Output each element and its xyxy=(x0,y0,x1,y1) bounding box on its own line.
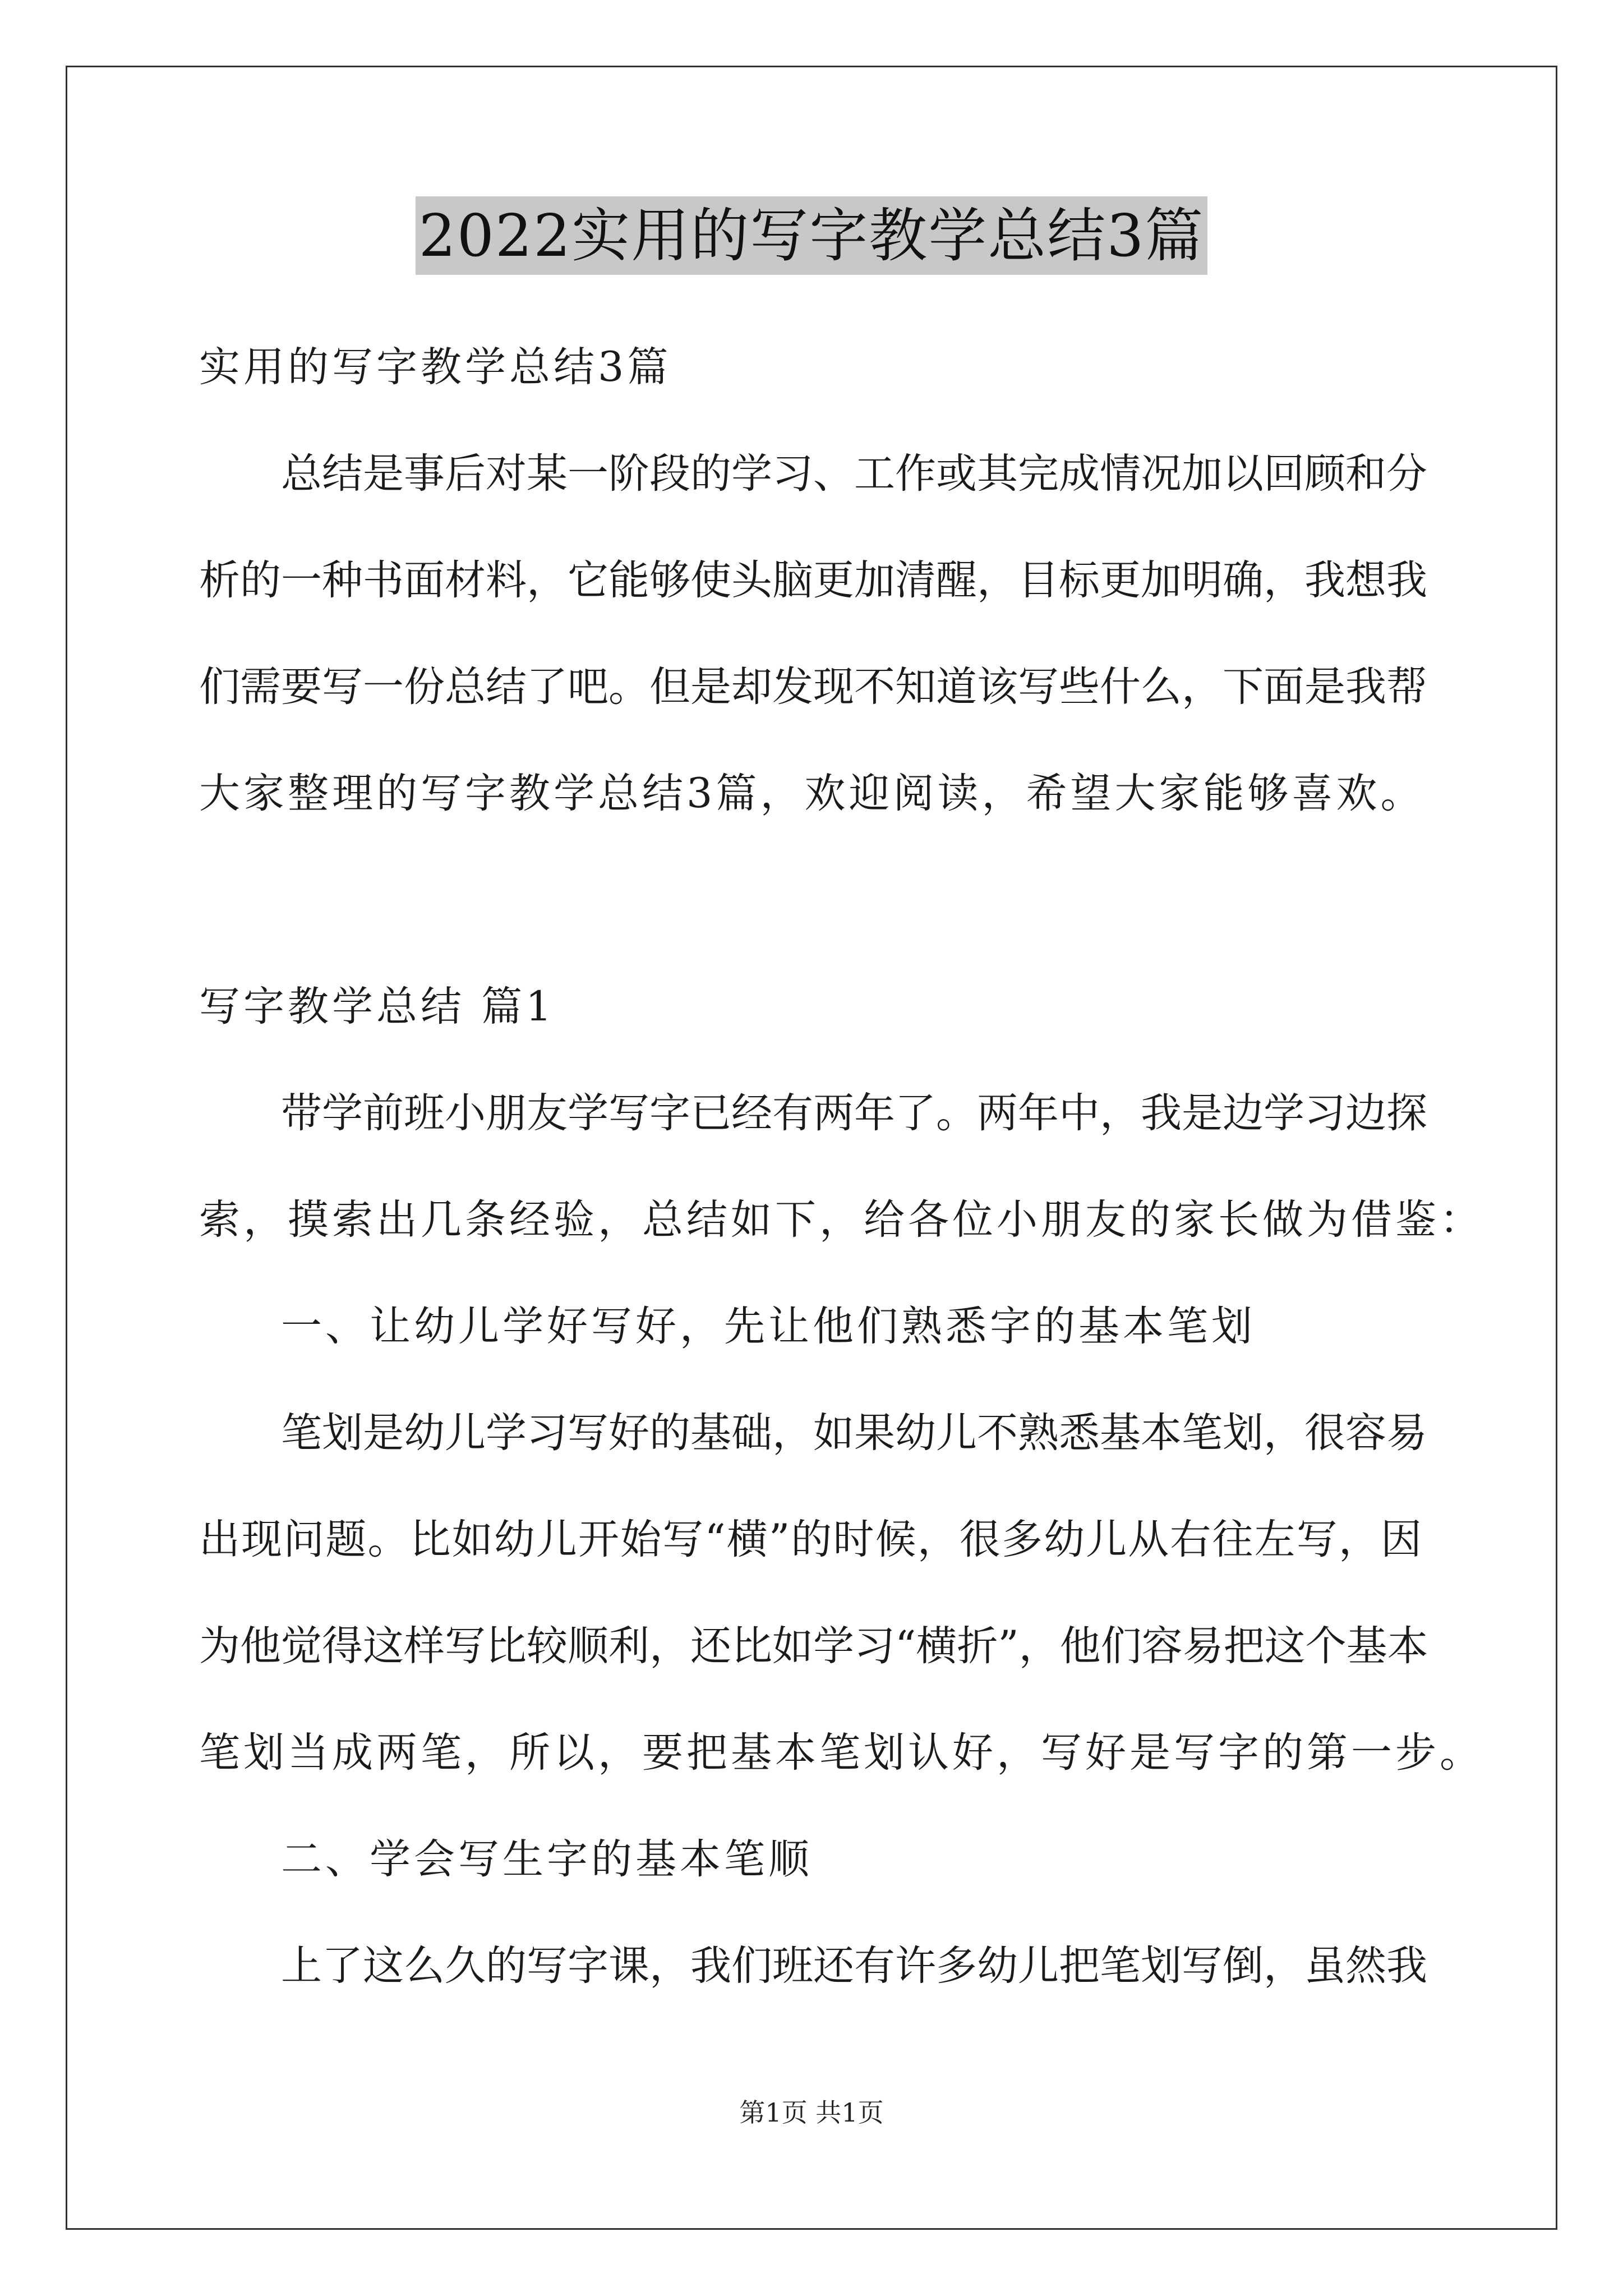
subheading-line: 一、让幼儿学好写好，先让他们熟悉字的基本笔划 xyxy=(281,1303,1256,1350)
paragraph-line: 大家整理的写字教学总结3篇，欢迎阅读，希望大家能够喜欢。 xyxy=(199,770,1425,817)
paragraph-line: 笔划是幼儿学习写好的基础，如果幼儿不熟悉基本笔划，很容易 xyxy=(281,1409,1427,1457)
paragraph-line: 索，摸索出几条经验，总结如下，给各位小朋友的家长做为借鉴： xyxy=(199,1196,1484,1244)
paragraph-line: 上了这么久的写字课，我们班还有许多幼儿把笔划写倒，虽然我 xyxy=(281,1942,1427,1990)
paragraph-line: 为他觉得这样写比较顺利，还比如学习“横折”，他们容易把这个基本 xyxy=(199,1622,1428,1670)
subtitle-line: 实用的写字教学总结3篇 xyxy=(199,343,672,391)
section-gap xyxy=(199,847,1422,954)
paragraph-line: 总结是事后对某一阶段的学习、工作或其完成情况加以回顾和分 xyxy=(281,450,1427,498)
title-container xyxy=(0,196,1623,275)
page-footer: 第1页 共1页 xyxy=(739,2097,884,2128)
paragraph-line: 带学前班小朋友学写字已经有两年了。两年中，我是边学习边探 xyxy=(281,1089,1427,1137)
paragraph-line: 们需要写一份总结了吧。但是却发现不知道该写些什么，下面是我帮 xyxy=(199,663,1427,711)
subheading-line: 二、学会写生字的基本笔顺 xyxy=(281,1835,813,1883)
paragraph-line: 出现问题。比如幼儿开始写“横”的时候，很多幼儿从右往左写，因 xyxy=(199,1516,1422,1563)
paragraph-line: 析的一种书面材料，它能够使头脑更加清醒，目标更加明确，我想我 xyxy=(199,556,1427,604)
document-body xyxy=(199,314,1484,2019)
section-heading: 写字教学总结 篇1 xyxy=(199,983,555,1030)
document-title: 2022实用的写字教学总结3篇 xyxy=(416,196,1208,275)
paragraph-line: 笔划当成两笔，所以，要把基本笔划认好，写好是写字的第一步。 xyxy=(199,1729,1484,1777)
